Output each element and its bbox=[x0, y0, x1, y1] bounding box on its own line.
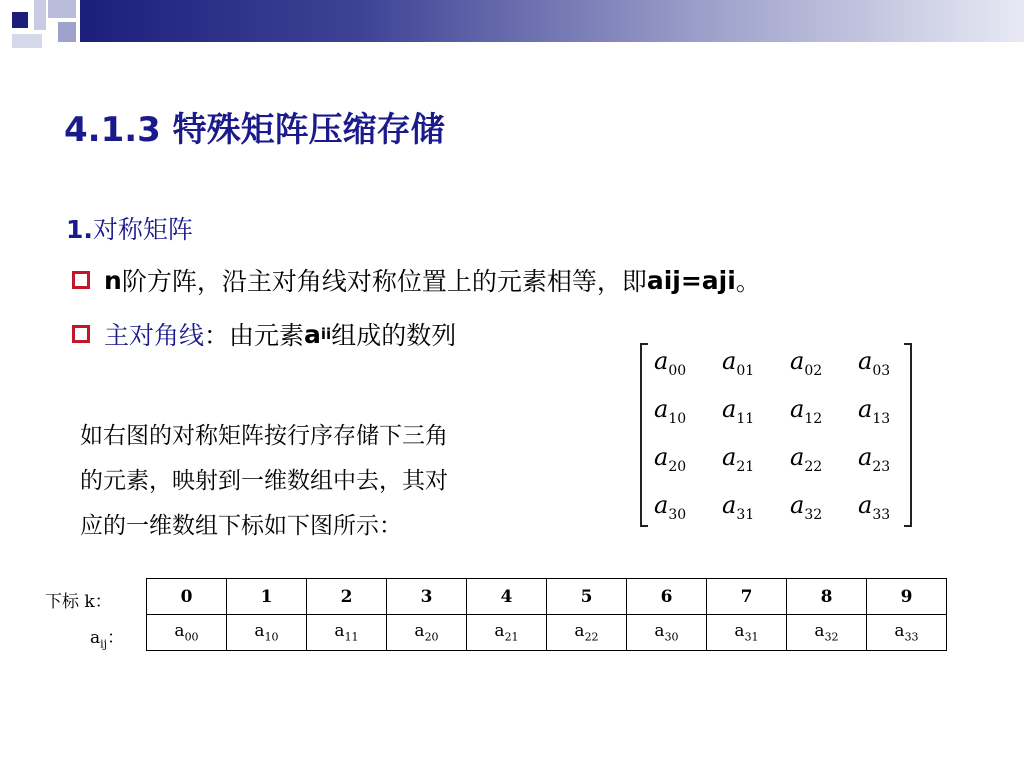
bullet-definition: n 阶方阵，沿主对角线对称位置上的元素相等，即 aij=aji 。 bbox=[72, 262, 761, 298]
k-index-cell: 4 bbox=[467, 579, 547, 615]
element-cell: $a_{22}$ bbox=[547, 615, 627, 651]
k-index-cell: 6 bbox=[627, 579, 707, 615]
matrix-cell: $a_{21}$ bbox=[722, 443, 755, 475]
matrix-cell: $a_{31}$ bbox=[722, 491, 755, 523]
element-cell: $a_{00}$ bbox=[147, 615, 227, 651]
bullet-box-icon bbox=[72, 271, 90, 289]
matrix-cell: $a_{33}$ bbox=[858, 491, 891, 523]
matrix-cell: $a_{30}$ bbox=[654, 491, 687, 523]
index-mapping-table bbox=[146, 578, 947, 651]
a-row-label: $a_{ij}$： bbox=[90, 628, 125, 651]
element-cell: $a_{33}$ bbox=[867, 615, 947, 651]
k-row-label: 下标 k： bbox=[45, 592, 112, 612]
element-cell: $a_{32}$ bbox=[787, 615, 867, 651]
element-cell: $a_{30}$ bbox=[627, 615, 707, 651]
element-row bbox=[147, 615, 947, 651]
matrix-cell: $a_{11}$ bbox=[722, 395, 755, 427]
right-bracket bbox=[904, 343, 912, 527]
k-index-cell: 5 bbox=[547, 579, 627, 615]
k-index-cell: 9 bbox=[867, 579, 947, 615]
k-index-cell: 3 bbox=[387, 579, 467, 615]
k-index-cell: 8 bbox=[787, 579, 867, 615]
element-cell: $a_{11}$ bbox=[307, 615, 387, 651]
slide-title: 4.1.3 特殊矩阵压缩存储 bbox=[64, 110, 445, 150]
symmetric-matrix bbox=[640, 343, 912, 527]
bullet-box-icon bbox=[72, 325, 90, 343]
matrix-cell: $a_{23}$ bbox=[858, 443, 891, 475]
element-cell: $a_{21}$ bbox=[467, 615, 547, 651]
k-index-cell: 7 bbox=[707, 579, 787, 615]
k-index-cell: 2 bbox=[307, 579, 387, 615]
matrix-cell: $a_{01}$ bbox=[722, 347, 755, 379]
matrix-cell: $a_{32}$ bbox=[790, 491, 823, 523]
matrix-cell: $a_{10}$ bbox=[654, 395, 687, 427]
matrix-cell: $a_{20}$ bbox=[654, 443, 687, 475]
matrix-cell: $a_{02}$ bbox=[790, 347, 823, 379]
left-bracket bbox=[640, 343, 648, 527]
matrix-cell: $a_{00}$ bbox=[654, 347, 687, 379]
bullet-main-diagonal: 主对角线 ：由元素 a ii 组成的数列 bbox=[72, 316, 456, 352]
section-heading: 1.对称矩阵 bbox=[66, 215, 193, 244]
element-cell: $a_{10}$ bbox=[227, 615, 307, 651]
matrix-cell: $a_{22}$ bbox=[790, 443, 823, 475]
matrix-cell: $a_{03}$ bbox=[858, 347, 891, 379]
k-index-row bbox=[147, 579, 947, 615]
matrix-cell: $a_{13}$ bbox=[858, 395, 891, 427]
k-index-cell: 0 bbox=[147, 579, 227, 615]
element-cell: $a_{20}$ bbox=[387, 615, 467, 651]
k-index-cell: 1 bbox=[227, 579, 307, 615]
description-paragraph: 如右图的对称矩阵按行序存储下三角 的元素，映射到一维数组中去，其对 应的一维数组下标如下图所示： bbox=[80, 423, 448, 539]
matrix-cell: $a_{12}$ bbox=[790, 395, 823, 427]
element-cell: $a_{31}$ bbox=[707, 615, 787, 651]
